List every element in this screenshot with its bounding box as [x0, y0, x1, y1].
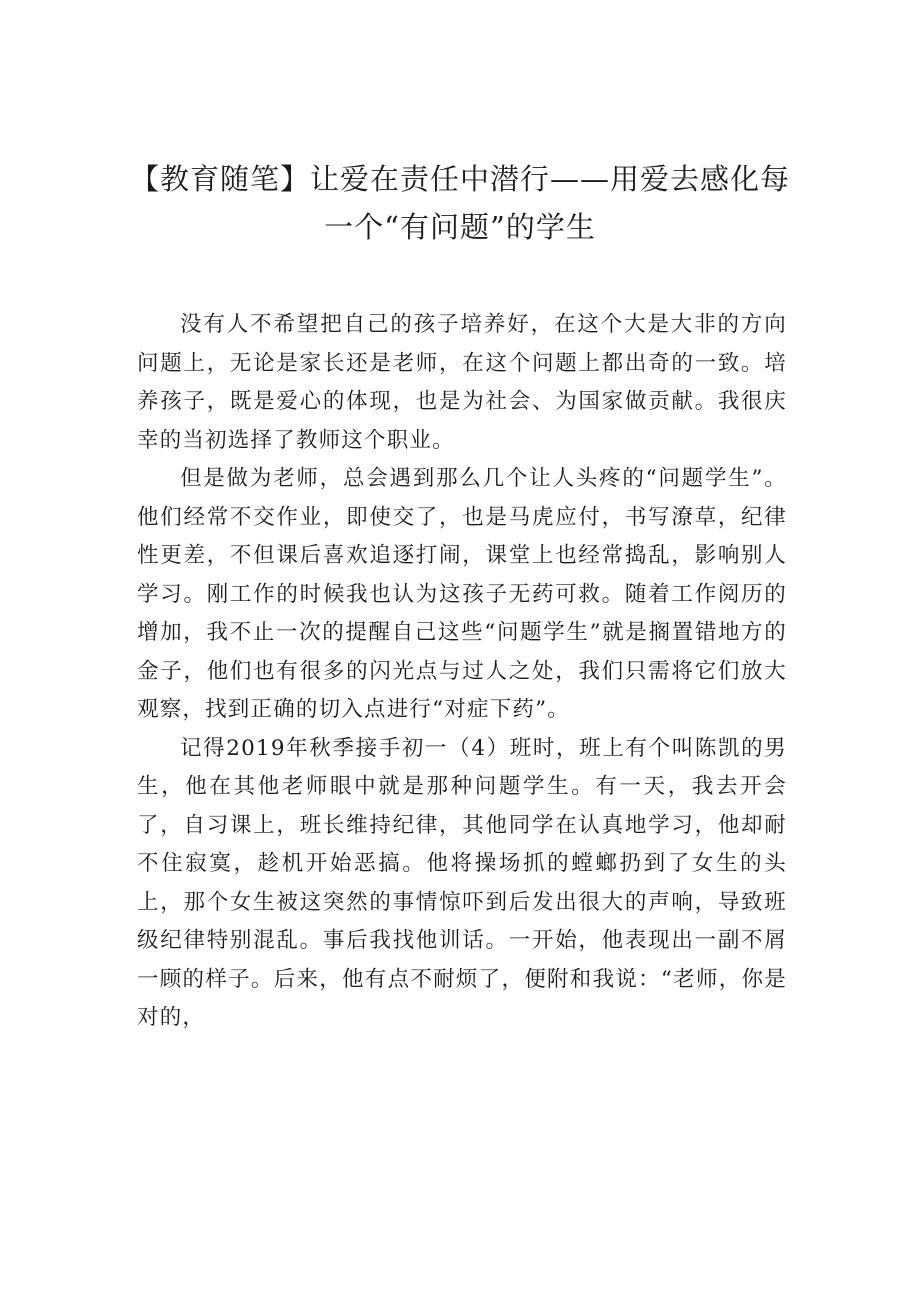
document-title-line-2: 一个“有问题”的学生 — [324, 210, 596, 244]
document-title-line-1: 【教育随笔】让爱在责任中潜行——用爱去感化每 — [129, 162, 790, 196]
paragraph: 没有人不希望把自己的孩子培养好，在这个大是大非的方向问题上，无论是家长还是老师，在这个问题上都出奇的一致。培养孩子，既是爱心的体现，也是为社会、为国家做贡献。我很庆幸的当初选择了教师这个职业。 — [137, 312, 787, 453]
paragraph: 记得2019年秋季接手初一（4）班时，班上有个叫陈凯的男生，他在其他老师眼中就是那种问题学生。有一天，我去开会了，自习课上，班长维持纪律，其他同学在认真地学习，他却耐不住寂寞，趁机开始恶搞。他将操场抓的螳螂扔到了女生的头上，那个女生被这突然的事情惊吓到后发出很大的声响，导致班级纪律特别混乱。事后我找他训话。一开始，他表现出一副不屑一顾的样子。后来，他有点不耐烦了，便附和我说：“老师，你是对的， — [137, 735, 787, 1030]
document-body — [137, 306, 787, 1038]
paragraph: 但是做为老师，总会遇到那么几个让人头疼的“问题学生”。他们经常不交作业，即使交了，也是马虎应付，书写潦草，纪律性更差，不但课后喜欢追逐打闹，课堂上也经常捣乱，影响别人学习。刚工作的时候我也认为这孩子无药可救。随着工作阅历的增加，我不止一次的提醒自己这些“问题学生”就是搁置错地方的金子，他们也有很多的闪光点与过人之处，我们只需将它们放大观察，找到正确的切入点进行“对症下药”。 — [137, 466, 787, 722]
